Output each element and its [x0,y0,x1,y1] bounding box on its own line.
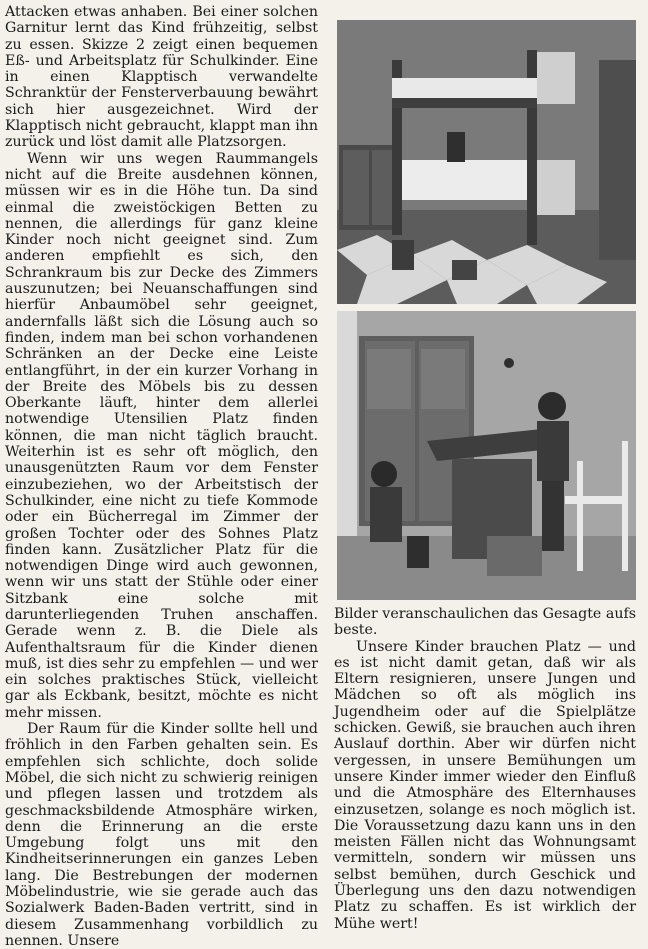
paragraph: Wenn wir uns wegen Raummangels nicht auf die Breite ausdehnen können, müssen wir es in die Höhe tun. Da sind einmal die zweistöckigen Betten zu nennen, die allerdings für ganz kleine Kinder noch nicht geeignet sind. Zum anderen empfiehlt es sich, den Schrankraum bis zur Decke des Zimmers auszunutzen; bei Neuanschaffungen sind hierfür Anbaumöbel sehr geeignet, andernfalls läßt sich die Lösung auch so finden, indem man bei schon vorhandenen Schränken an der Decke eine Leiste entlangführt, in der ein kurzer Vorhang in der Breite des Möbels bis zu dessen Oberkante läuft, hinter dem allerlei notwendige Utensilien Platz finden können, die man nicht täglich braucht. Weiterhin ist es sehr oft möglich, den unausgenützten Raum vor dem Fenster einzubeziehen, wo der Arbeitstisch der Schulkinder, eine nicht zu tiefe Kommode oder ein Bücherregal im Zimmer der großen Tochter oder des Sohnes Platz finden kann. Zusätzlicher Platz für die notwendigen Dinge wird auch gewonnen, wenn wir uns statt der Stühle oder einer Sitzbank eine solche mit darunterliegenden Truhen anschaffen. Gerade wenn z. B. die Diele als Aufenthaltsraum für die Kinder dienen muß, ist dies sehr zu empfehlen — und wer ein solches praktisches Stück, vielleicht gar als Eckbank, besitzt, möchte es nicht mehr missen. [5,150,318,721]
paragraph: Attacken etwas anhaben. Bei einer solchen Garnitur lernt das Kind frühzeitig, selbst zu essen. Skizze 2 zeigt einen bequemen Eß- und Arbeitsplatz für Schulkinder. Eine in einen Klapptisch verwandelte Schranktür der Fensterverbauung bewährt sich hier ausgezeichnet. Wird der Klapptisch nicht gebraucht, klappt man ihn zurück und löst damit alle Platzsorgen. [5,4,318,151]
left-text-column [5,4,318,949]
paragraph: Unsere Kinder brauchen Platz — und es ist nicht damit getan, daß wir als Eltern resignieren, unsere Jungen und Mädchen so oft als möglich ins Jugendheim oder auf die Spielplätze schicken. Gewiß, sie brauchen auch ihren Auslauf dorthin. Aber wir dürfen nicht vergessen, in unsere Bemühungen um unsere Kinder immer wieder den Einfluß und die Atmosphäre des Elternhauses einzusetzen, solange es noch möglich ist. Die Voraussetzung dazu kann uns in den meisten Fällen nicht das Wohnungsamt vermitteln, sondern wir müssen uns selbst bemühen, durch Geschick und Überlegung uns den dazu notwendigen Platz zu schaffen. Es ist wirklich der Mühe wert! [334,638,636,932]
right-text-column [334,606,636,932]
paragraph: Der Raum für die Kinder sollte hell und fröhlich in den Farben gehalten sein. Es empfehlen sich schlichte, doch solide Möbel, die sich nicht zu schwierig reinigen und pflegen lassen und trotzdem als geschmacksbildende Atmosphäre wirken, denn die Erinnerung an die erste Umgebung folgt uns mit den Kindheitserinnerungen ein ganzes Leben lang. Die Bestrebungen der modernen Möbelindustrie, wie sie gerade auch das Sozialwerk Baden-Baden vertritt, sind in diesem Zusammenhang vorbildlich zu nennen. Unsere [5,721,318,949]
paragraph: Bilder veranschaulichen das Gesagte aufs beste. [334,606,636,639]
bunk-bed-photo [337,20,636,304]
wardrobe-desk-photo [337,311,636,600]
